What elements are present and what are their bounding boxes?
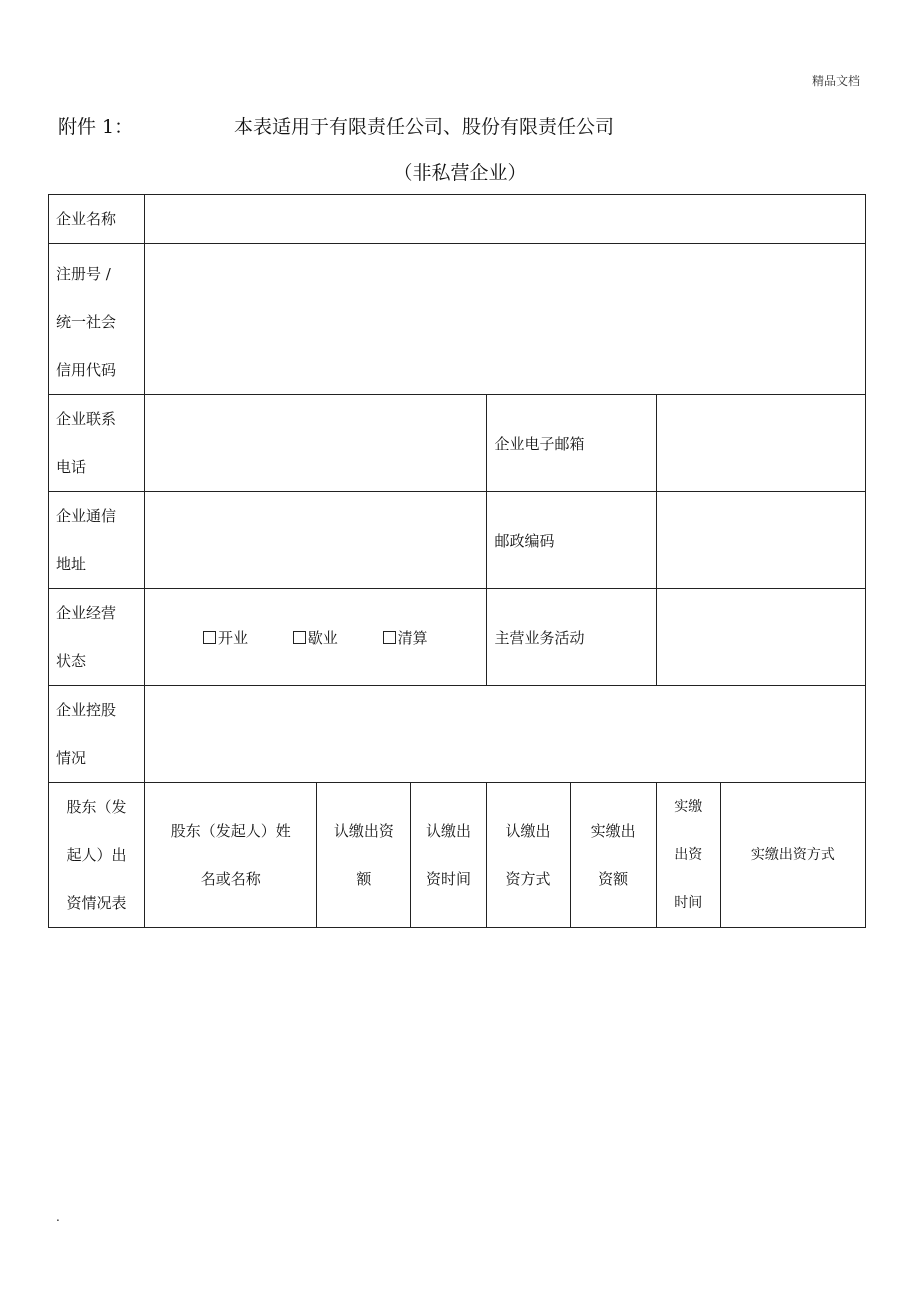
address-label-line: 企业通信 [56,507,117,525]
column-header-line: 额 [356,870,372,888]
holding-label [49,686,145,783]
checkbox-icon[interactable] [203,631,216,644]
status-option-liquidation[interactable] [383,627,428,648]
row-shareholders [49,783,866,928]
column-subscribed-time [411,783,486,928]
column-header-line: 名或名称 [200,870,261,888]
column-header-line: 资方式 [505,870,551,888]
registration-label-line: 信用代码 [56,361,117,379]
column-shareholder-name [145,783,317,928]
phone-label [49,395,145,492]
status-option-label: 歇业 [307,628,338,647]
main-business-label: 主营业务活动 [486,589,656,686]
shareholders-label [49,783,145,928]
column-header-line: 资时间 [425,870,471,888]
email-field[interactable] [656,395,865,492]
checkbox-icon[interactable] [383,631,396,644]
shareholders-label-line: 资情况表 [66,894,127,912]
form-title: 本表适用于有限责任公司、股份有限责任公司 [234,116,615,138]
status-option-label: 开业 [218,628,249,647]
email-label: 企业电子邮箱 [486,395,656,492]
shareholders-label-line: 起人）出 [66,846,127,864]
status-label [49,589,145,686]
status-label-line: 企业经营 [56,604,117,622]
column-header-line: 实缴 [674,799,703,815]
enterprise-name-field[interactable] [145,195,866,244]
column-paid-time [656,783,720,928]
row-enterprise-name [49,195,866,244]
phone-label-line: 企业联系 [56,410,117,428]
status-option-suspended[interactable] [293,627,338,648]
attachment-label: 附件 1： [58,116,134,138]
column-subscribed-method [486,783,570,928]
column-header-line: 认缴出 [505,822,551,840]
registration-label-line: 注册号 / [56,265,111,283]
holding-field[interactable] [145,686,866,783]
registration-label-line: 统一社会 [56,313,117,331]
shareholders-label-line: 股东（发 [66,798,127,816]
enterprise-info-table [48,194,866,928]
postcode-label: 邮政编码 [486,492,656,589]
postcode-field[interactable] [656,492,865,589]
holding-label-line: 企业控股 [56,701,117,719]
column-paid-amount [570,783,656,928]
holding-label-line: 情况 [56,749,87,767]
row-holding [49,686,866,783]
column-header-line: 资额 [598,870,629,888]
phone-field[interactable] [145,395,486,492]
column-header-line: 出资 [674,847,703,863]
column-paid-method: 实缴出资方式 [720,783,865,928]
status-options [145,589,486,686]
footer-dot: . [56,1210,60,1224]
registration-field[interactable] [145,244,866,395]
status-label-line: 状态 [56,652,87,670]
main-business-field[interactable] [656,589,865,686]
column-header-line: 认缴出资 [333,822,394,840]
checkbox-icon[interactable] [293,631,306,644]
status-option-label: 清算 [397,628,428,647]
column-header-line: 股东（发起人）姓 [170,822,291,840]
address-label-line: 地址 [56,555,87,573]
column-header-line: 认缴出 [425,822,471,840]
phone-label-line: 电话 [56,458,87,476]
enterprise-name-label: 企业名称 [49,195,145,244]
address-label [49,492,145,589]
row-address [49,492,866,589]
row-status [49,589,866,686]
status-option-open[interactable] [203,627,248,648]
registration-label [49,244,145,395]
row-registration [49,244,866,395]
column-header-line: 时间 [674,895,703,911]
row-phone [49,395,866,492]
watermark-label: 精品文档 [811,74,860,88]
address-field[interactable] [145,492,486,589]
column-header-line: 实缴出 [590,822,636,840]
form-subtitle: （非私营企业） [393,162,527,184]
column-subscribed-amount [317,783,411,928]
